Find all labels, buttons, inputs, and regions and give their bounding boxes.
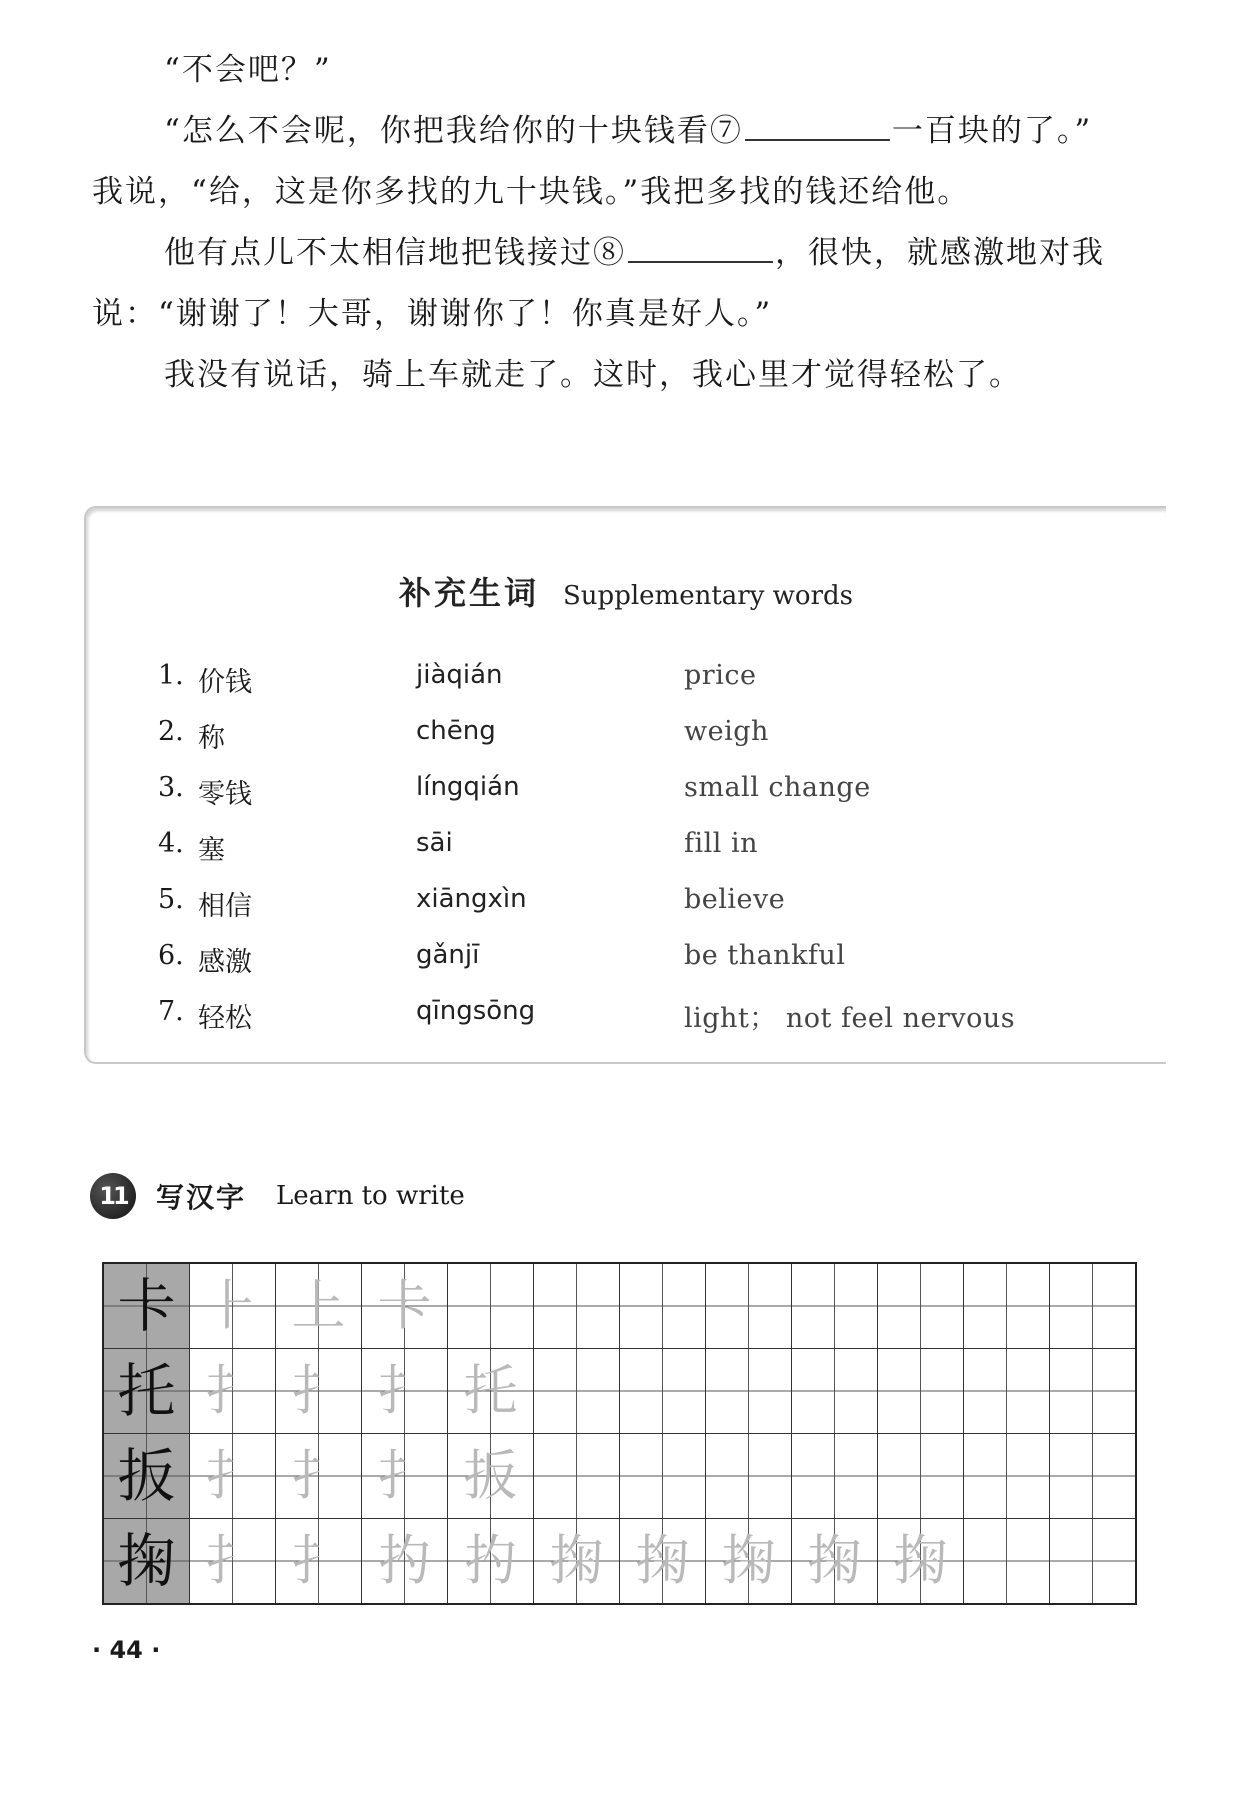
grid-row [103, 1519, 1136, 1605]
tracing-stroke-cell[interactable]: 扌 [276, 1519, 362, 1605]
tracing-stroke-cell[interactable]: 扌 [190, 1349, 276, 1434]
empty-practice-cell[interactable] [878, 1263, 964, 1349]
empty-practice-cell[interactable] [534, 1434, 620, 1519]
empty-practice-cell[interactable] [792, 1349, 878, 1434]
vocab-pinyin: língqián [416, 772, 520, 802]
tracing-stroke-cell[interactable]: 卡 [362, 1263, 448, 1349]
tracing-stroke-cell[interactable]: ⺊ [190, 1263, 276, 1349]
empty-practice-cell[interactable] [792, 1434, 878, 1519]
tracing-stroke-cell[interactable]: 扳 [448, 1434, 534, 1519]
empty-practice-cell[interactable] [620, 1434, 706, 1519]
empty-practice-cell[interactable] [1050, 1434, 1137, 1519]
fill-blank-8[interactable] [628, 231, 773, 263]
vocab-pinyin: xiāngxìn [416, 884, 527, 914]
character-writing-grid [102, 1262, 1137, 1605]
vocab-number: 3. [158, 772, 184, 803]
story-line [92, 101, 1172, 162]
vocab-number: 6. [158, 940, 184, 971]
empty-practice-cell[interactable] [706, 1263, 792, 1349]
vocab-number: 5. [158, 884, 184, 915]
vocab-hanzi: 塞 [198, 835, 225, 866]
tracing-stroke-cell[interactable]: 掬 [620, 1519, 706, 1605]
story-text-segment: “怎么不会呢，你把我给你的十块钱看⑦ [164, 113, 743, 149]
model-character-cell: 托 [103, 1349, 190, 1434]
empty-practice-cell[interactable] [964, 1519, 1050, 1605]
vocab-title-english: Supplementary words [563, 581, 853, 611]
story-line: 我说，“给，这是你多找的九十块钱。”我把多找的钱还给他。 [92, 174, 971, 210]
section-header [90, 1172, 465, 1220]
vocab-item [158, 716, 1118, 772]
story-line [92, 223, 1172, 284]
story-text-segment: 他有点儿不太相信地把钱接过⑧ [164, 235, 626, 271]
vocab-pinyin: qīngsōng [416, 996, 536, 1026]
vocab-english: fill in [684, 828, 759, 859]
empty-practice-cell[interactable] [448, 1263, 534, 1349]
tracing-stroke-cell[interactable]: 托 [448, 1349, 534, 1434]
empty-practice-cell[interactable] [964, 1263, 1050, 1349]
story-text-segment: ，很快，就感激地对我 [775, 235, 1105, 271]
vocab-english: believe [684, 884, 786, 915]
empty-practice-cell[interactable] [534, 1263, 620, 1349]
empty-practice-cell[interactable] [620, 1349, 706, 1434]
tracing-stroke-cell[interactable]: 扌 [362, 1434, 448, 1519]
vocab-pinyin: gǎnjī [416, 940, 480, 970]
grid-row [103, 1349, 1136, 1434]
vocab-hanzi: 相信 [198, 891, 252, 922]
tracing-stroke-cell[interactable]: 扌 [190, 1434, 276, 1519]
vocab-number: 2. [158, 716, 184, 747]
page-number: · 44 · [92, 1636, 161, 1664]
empty-practice-cell[interactable] [792, 1263, 878, 1349]
tracing-stroke-cell[interactable]: 扚 [448, 1519, 534, 1605]
grid-row [103, 1263, 1136, 1349]
tracing-stroke-cell[interactable]: 掬 [706, 1519, 792, 1605]
vocab-pinyin: sāi [416, 828, 453, 858]
story-line: “不会吧？” [164, 52, 332, 88]
vocab-english: price [684, 660, 757, 691]
empty-practice-cell[interactable] [1050, 1519, 1137, 1605]
model-character-cell: 卡 [103, 1263, 190, 1349]
tracing-stroke-cell[interactable]: 扚 [362, 1519, 448, 1605]
empty-practice-cell[interactable] [964, 1434, 1050, 1519]
tracing-stroke-cell[interactable]: 掬 [878, 1519, 964, 1605]
tracing-stroke-cell[interactable]: 扌 [276, 1434, 362, 1519]
vocab-english: weigh [684, 716, 769, 747]
section-title-english: Learn to write [276, 1181, 465, 1211]
story-line: 说：“谢谢了！大哥，谢谢你了！你真是好人。” [92, 296, 773, 332]
vocab-number: 1. [158, 660, 184, 691]
tracing-stroke-cell[interactable]: 掬 [534, 1519, 620, 1605]
vocab-item [158, 940, 1118, 996]
section-number-badge: 11 [90, 1173, 136, 1219]
vocab-item [158, 996, 1118, 1052]
tracing-stroke-cell[interactable]: 扌 [362, 1349, 448, 1434]
vocab-item [158, 772, 1118, 828]
vocab-pinyin: jiàqián [416, 660, 503, 690]
empty-practice-cell[interactable] [878, 1434, 964, 1519]
vocab-title [86, 568, 1166, 614]
vocab-english: small change [684, 772, 871, 803]
vocab-title-chinese: 补充生词 [398, 574, 539, 612]
vocab-english: be thankful [684, 940, 846, 971]
story-text [92, 40, 1172, 406]
vocab-hanzi: 轻松 [198, 1003, 252, 1034]
model-character-cell: 掬 [103, 1519, 190, 1605]
vocab-hanzi: 称 [198, 723, 225, 754]
vocab-english: light； not feel nervous [684, 1003, 1016, 1034]
vocab-list [158, 660, 1118, 1052]
empty-practice-cell[interactable] [706, 1349, 792, 1434]
grid-row [103, 1434, 1136, 1519]
vocab-hanzi: 感激 [198, 947, 252, 978]
tracing-stroke-cell[interactable]: 扌 [276, 1349, 362, 1434]
story-text-segment: 一百块的了。” [891, 113, 1093, 149]
empty-practice-cell[interactable] [706, 1434, 792, 1519]
empty-practice-cell[interactable] [1050, 1349, 1137, 1434]
section-title-chinese: 写汉字 [156, 1181, 247, 1214]
vocab-item [158, 660, 1118, 716]
empty-practice-cell[interactable] [620, 1263, 706, 1349]
empty-practice-cell[interactable] [878, 1349, 964, 1434]
supplementary-words-box [84, 506, 1166, 1064]
tracing-stroke-cell[interactable]: 上 [276, 1263, 362, 1349]
tracing-stroke-cell[interactable]: 掬 [792, 1519, 878, 1605]
vocab-hanzi: 零钱 [198, 779, 252, 810]
vocab-hanzi: 价钱 [198, 667, 252, 698]
vocab-item [158, 884, 1118, 940]
vocab-item [158, 828, 1118, 884]
empty-practice-cell[interactable] [534, 1349, 620, 1434]
model-character-cell: 扳 [103, 1434, 190, 1519]
empty-practice-cell[interactable] [1050, 1263, 1137, 1349]
story-line: 我没有说话，骑上车就走了。这时，我心里才觉得轻松了。 [164, 357, 1022, 393]
tracing-stroke-cell[interactable]: 扌 [190, 1519, 276, 1605]
fill-blank-7[interactable] [745, 109, 890, 141]
vocab-pinyin: chēng [416, 716, 496, 746]
empty-practice-cell[interactable] [964, 1349, 1050, 1434]
vocab-number: 7. [158, 996, 184, 1027]
vocab-number: 4. [158, 828, 184, 859]
